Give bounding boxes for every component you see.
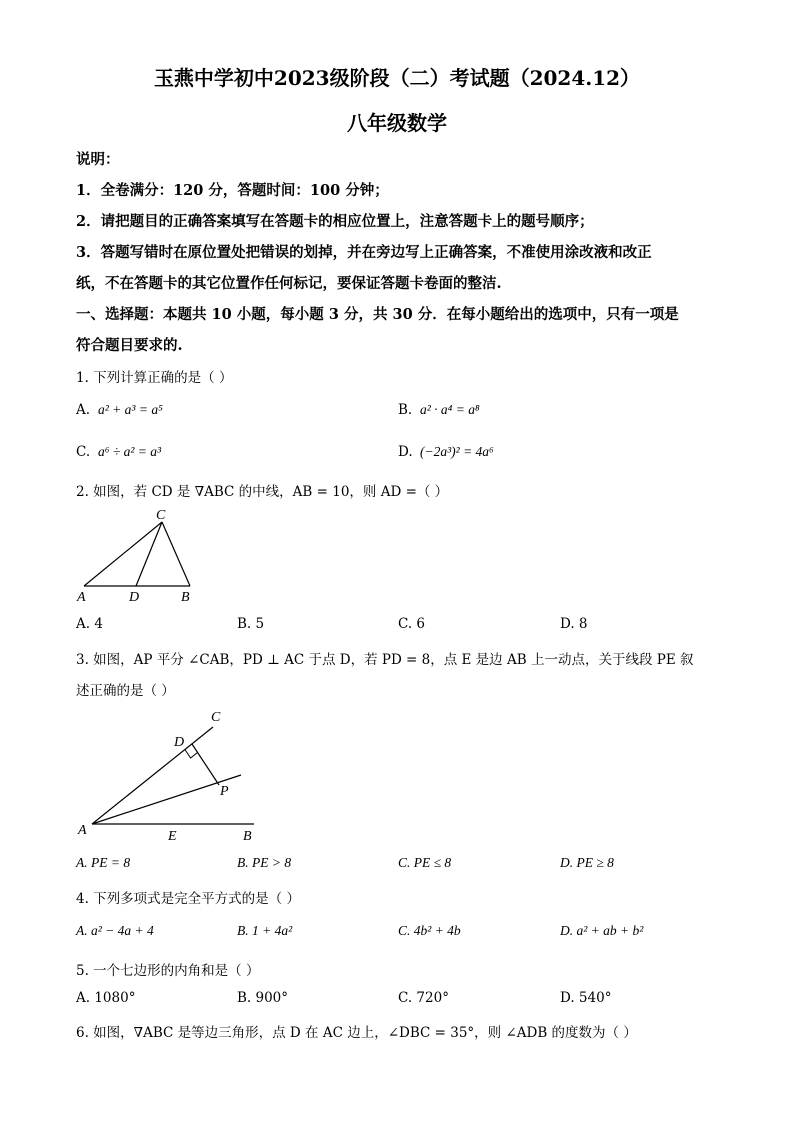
q2-option-d: D. 8 bbox=[560, 616, 588, 632]
q3-right-angle-mark bbox=[185, 750, 198, 758]
q1-option-b-label: B. bbox=[398, 402, 413, 418]
q5-option-d: D. 540° bbox=[560, 990, 612, 1006]
q3-stem-cont: 述正确的是（ ） bbox=[76, 683, 175, 699]
q4-option-d: D. a² + ab + b² bbox=[560, 923, 644, 938]
q6-stem: 6. 如图，∇ABC 是等边三角形，点 D 在 AC 边上，∠DBC = 35°，则 ∠ADB 的度数为（ ） bbox=[76, 1025, 637, 1041]
instruction-3-cont: 纸，不在答题卡的其它位置作任何标记，要保证答题卡卷面的整洁. bbox=[76, 275, 502, 292]
q4-option-a: A. a² − 4a + 4 bbox=[76, 923, 154, 938]
q2-label-b: B bbox=[181, 590, 190, 605]
q2-label-d: D bbox=[129, 590, 140, 605]
section-heading-cont: 符合题目要求的. bbox=[76, 337, 183, 354]
q2-option-c: C. 6 bbox=[398, 616, 426, 632]
q2-label-a: A bbox=[77, 590, 86, 605]
q3-ray-ac bbox=[92, 727, 213, 824]
q2-label-c: C bbox=[156, 508, 166, 523]
q5-option-c: C. 720° bbox=[398, 990, 449, 1006]
instructions-heading: 说明： bbox=[76, 151, 120, 168]
q1-stem: 1. 下列计算正确的是（ ） bbox=[76, 370, 233, 386]
q4-stem: 4. 下列多项式是完全平方式的是（ ） bbox=[76, 891, 300, 907]
q2-option-b: B. 5 bbox=[237, 616, 265, 632]
q3-label-c: C bbox=[211, 710, 221, 725]
q5-option-a: A. 1080° bbox=[76, 990, 136, 1006]
q2-option-a: A. 4 bbox=[76, 616, 103, 632]
q5-option-b: B. 900° bbox=[237, 990, 289, 1006]
q1-option-c-label: C. bbox=[76, 444, 91, 460]
q4-option-b: B. 1 + 4a² bbox=[237, 923, 293, 938]
instruction-1: 1．全卷满分：120 分，答题时间：100 分钟； bbox=[76, 182, 389, 199]
q1-option-c: a⁶ ÷ a² = a³ bbox=[98, 444, 162, 459]
instruction-2: 2．请把题目的正确答案填写在答题卡的相应位置上，注意答题卡上的题号顺序； bbox=[76, 213, 594, 230]
q3-label-a: A bbox=[78, 823, 87, 838]
q3-option-d: D. PE ≥ 8 bbox=[560, 855, 614, 870]
q3-perpendicular-pd bbox=[192, 744, 219, 785]
exam-title: 玉燕中学初中2023级阶段（二）考试题（2024.12） bbox=[153, 66, 641, 90]
q1-option-d-label: D. bbox=[398, 444, 413, 460]
q2-stem: 2. 如图，若 CD 是 ∇ABC 的中线，AB = 10，则 AD =（ ） bbox=[76, 484, 449, 500]
q3-angle-figure bbox=[92, 727, 254, 824]
q3-stem: 3. 如图，AP 平分 ∠CAB，PD ⊥ AC 于点 D，若 PD = 8，点 E 是边 AB 上一动点，关于线段 PE 叙 bbox=[76, 652, 694, 668]
q4-option-c: C. 4b² + 4b bbox=[398, 923, 461, 938]
q3-label-b: B bbox=[243, 829, 252, 844]
q3-bisector-ap bbox=[92, 775, 241, 824]
q1-option-a: a² + a³ = a⁵ bbox=[98, 402, 163, 417]
q3-option-a: A. PE = 8 bbox=[76, 855, 131, 870]
q3-label-e: E bbox=[168, 829, 177, 844]
q1-option-b: a² · a⁴ = a⁸ bbox=[420, 402, 480, 417]
q1-option-a-label: A. bbox=[76, 402, 91, 418]
q1-option-d: (−2a³)² = 4a⁶ bbox=[420, 444, 494, 459]
q3-option-c: C. PE ≤ 8 bbox=[398, 855, 452, 870]
q3-option-b: B. PE > 8 bbox=[237, 855, 292, 870]
section-heading: 一、选择题：本题共 10 小题，每小题 3 分，共 30 分．在每小题给出的选项中，只有一项是 bbox=[76, 306, 679, 323]
instruction-3: 3．答题写错时在原位置处把错误的划掉，并在旁边写上正确答案，不准使用涂改液和改正 bbox=[76, 244, 652, 261]
q5-stem: 5. 一个七边形的内角和是（ ） bbox=[76, 963, 260, 979]
q3-label-d: D bbox=[174, 735, 185, 750]
q3-label-p: P bbox=[220, 784, 229, 799]
exam-subtitle: 八年级数学 bbox=[347, 111, 447, 135]
